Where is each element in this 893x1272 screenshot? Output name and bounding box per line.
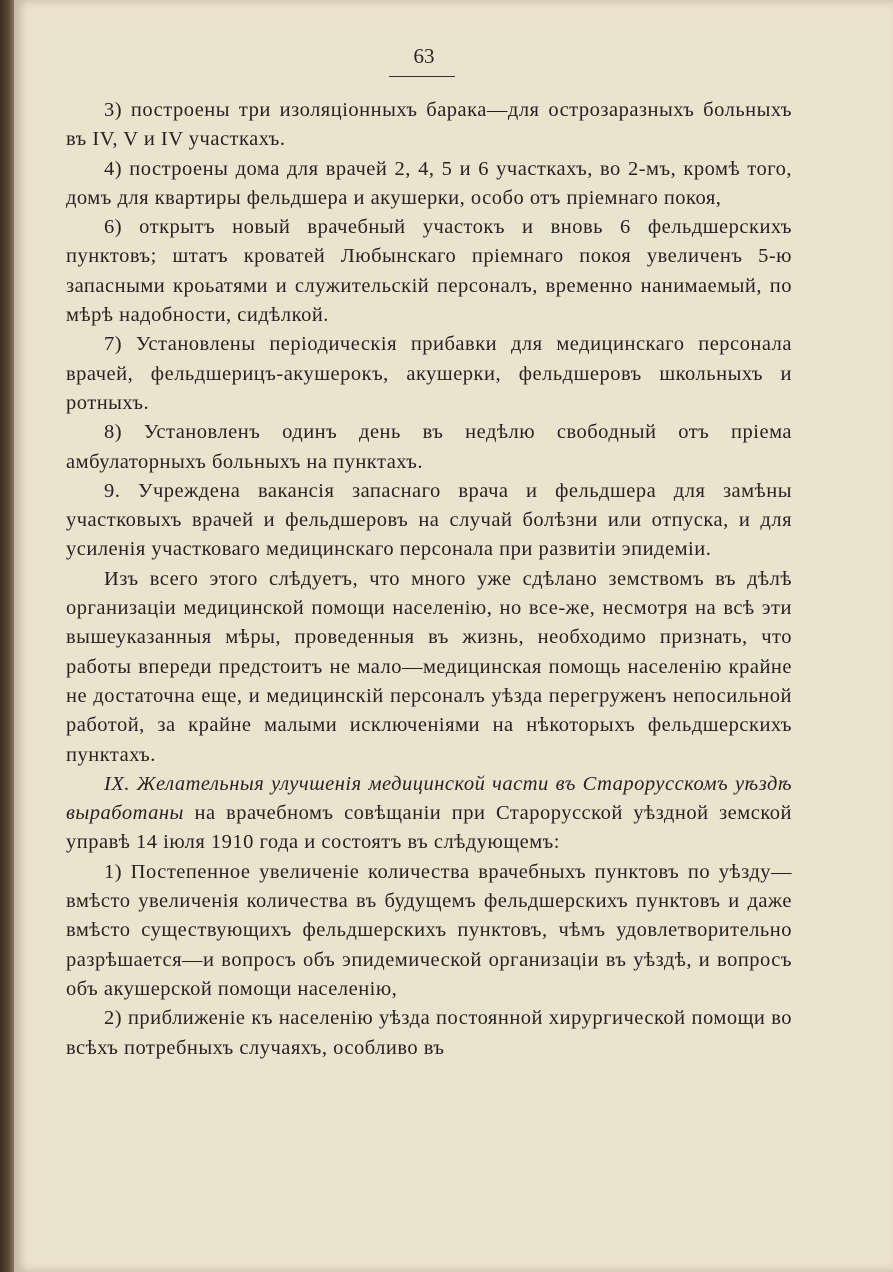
page-number-rule xyxy=(389,76,455,77)
paragraph-item-7: 7) Установлены періодическія прибавки для медицинскаго персонала врачей, фельдшерицъ-акушерокъ, акушерки, фельдшеровъ школьныхъ и ротныхъ. xyxy=(66,333,792,414)
page-number: 63 xyxy=(413,44,435,68)
list-item-1: 1) Постепенное увеличеніе количества врачебныхъ пунктовъ по уѣзду—вмѣсто увеличенія количества въ будущемъ фельдшерскихъ пунктовъ и даже вмѣсто существующихъ фельдшерскихъ пунктовъ, чѣмъ удовлетворительно разрѣшается—и вопросъ объ эпидемической организаціи въ уѣздѣ, и вопросъ объ акушерской помощи населенію, xyxy=(66,860,792,1000)
section-ix-heading-rest: на врачебномъ совѣщаніи при Старорусской уѣздной земской управѣ 14 іюля 1910 года и состоятъ въ слѣдующемъ: xyxy=(66,802,792,854)
list-item-2: 2) приближеніе къ населенію уѣзда постоянной хирургической помощи во всѣхъ потребныхъ случаяхъ, особливо въ xyxy=(66,1007,792,1059)
paragraph-item-9: 9. Учреждена вакансія запаснаго врача и фельдшера для замѣны участковыхъ врачей и фельдшеровъ на случай болѣзни или отпуска, и для усиленія участковаго медицинскаго персонала при развитіи эпидеміи. xyxy=(66,479,792,561)
paragraph-item-8: 8) Установленъ одинъ день въ недѣлю свободный отъ пріема амбулаторныхъ больныхъ на пунктахъ. xyxy=(66,421,792,473)
paragraph-conclusion: Изъ всего этого слѣдуетъ, что много уже сдѣлано земствомъ въ дѣлѣ организаціи медицинской помощи населенію, но все-же, несмотря на всѣ эти вышеуказанныя мѣры, проведенныя въ жизнь, необходимо признать, что работы впереди предстоитъ не мало—медицинская помощь населенію крайне не достаточна еще, и медицинскій персоналъ уѣзда перегруженъ непосильной работой, за крайне малыми исключеніями на нѣкоторыхъ фельдшерскихъ пунктахъ. xyxy=(66,567,792,766)
book-spine xyxy=(0,0,14,1272)
page-body xyxy=(66,96,792,1063)
section-ix-heading: IX. Желательныя улучшенія медицинской части въ Старорусскомъ уѣздѣ выработаны xyxy=(66,772,792,825)
scanned-page xyxy=(14,0,893,1272)
paragraph-item-6: 6) открытъ новый врачебный участокъ и вновь 6 фельдшерскихъ пунктовъ; штатъ кроватей Любынскаго пріемнаго покоя увеличенъ 5-ю запасными кроьатями и служительскій персоналъ, временно нанимаемый, по мѣрѣ надобности, сидѣлкой. xyxy=(66,216,792,327)
section-ix-intro xyxy=(66,770,792,858)
paragraph-item-3: 3) построены три изоляціонныхъ барака—для острозаразныхъ больныхъ въ IV, V и IV участкахъ. xyxy=(66,99,792,151)
paragraph-item-4: 4) построены дома для врачей 2, 4, 5 и 6 участкахъ, во 2-мъ, кромѣ того, домъ для квартиры фельдшера и акушерки, особо отъ пріемнаго покоя, xyxy=(66,157,792,209)
